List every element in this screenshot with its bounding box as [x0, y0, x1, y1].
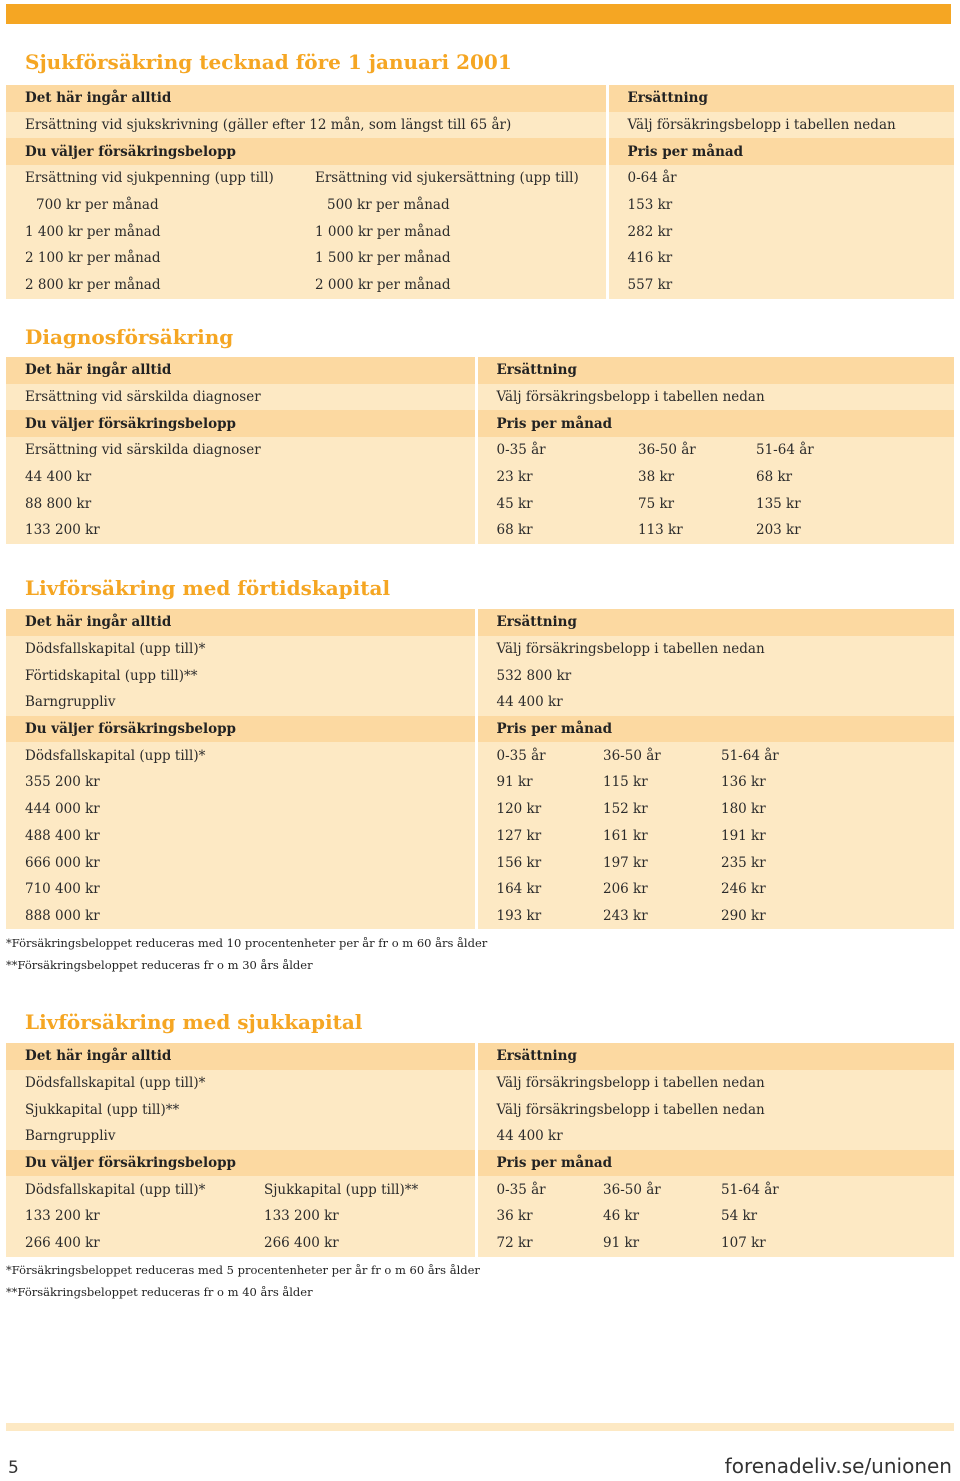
cell: Ersättning: [476, 1043, 954, 1070]
cell: 54 kr: [702, 1203, 954, 1230]
cell: 45 kr: [476, 490, 619, 517]
table-row: [6, 1070, 954, 1097]
cell: 51-64 år: [737, 437, 954, 464]
cell: 38 kr: [619, 464, 737, 491]
cell: Ersättning vid sjukersättning (upp till): [296, 165, 607, 192]
cell: 1 400 kr per månad: [6, 218, 296, 245]
cell: Du väljer försäkringsbelopp: [6, 410, 476, 437]
cell: Ersättning: [607, 85, 954, 112]
section-title-livforsakring-fortidskapital: Livförsäkring med förtidskapital: [25, 576, 391, 600]
cell: 36-50 år: [584, 1176, 702, 1203]
page-number: 5: [8, 1458, 19, 1478]
table-row: [6, 716, 954, 743]
cell: Du väljer försäkringsbelopp: [6, 1150, 476, 1177]
cell: 0-35 år: [476, 437, 619, 464]
cell: 0-35 år: [476, 742, 584, 769]
cell: Välj försäkringsbelopp i tabellen nedan: [476, 1096, 954, 1123]
cell: Välj försäkringsbelopp i tabellen nedan: [476, 1070, 954, 1097]
cell: 243 kr: [584, 903, 702, 930]
table-row: [6, 245, 954, 272]
cell: 36-50 år: [619, 437, 737, 464]
table-row: [6, 609, 954, 636]
cell: 500 kr per månad: [296, 192, 607, 219]
top-accent-bar: [6, 4, 951, 24]
cell: Välj försäkringsbelopp i tabellen nedan: [476, 636, 954, 663]
cell: 51-64 år: [702, 1176, 954, 1203]
cell: Dödsfallskapital (upp till)*: [6, 1070, 476, 1097]
cell: 197 kr: [584, 849, 702, 876]
cell: Dödsfallskapital (upp till)*: [6, 636, 476, 663]
table-row: [6, 1176, 954, 1203]
cell: 75 kr: [619, 490, 737, 517]
table-row: [6, 903, 954, 930]
cell: 120 kr: [476, 796, 584, 823]
cell: Pris per månad: [476, 716, 954, 743]
cell: 107 kr: [702, 1230, 954, 1257]
table-row: [6, 769, 954, 796]
section-title-livforsakring-sjukkapital: Livförsäkring med sjukkapital: [25, 1010, 363, 1034]
cell: Ersättning vid särskilda diagnoser: [6, 437, 476, 464]
table-row: [6, 689, 954, 716]
footnote: *Försäkringsbeloppet reduceras med 5 procentenheter per år fr o m 60 års ålder: [6, 1263, 480, 1277]
table-sjukforsakring: [6, 85, 954, 299]
table-row: [6, 464, 954, 491]
table-row: [6, 517, 954, 544]
cell: 133 200 kr: [245, 1203, 476, 1230]
cell: 180 kr: [702, 796, 954, 823]
cell: Ersättning vid sjukskrivning (gäller efter 12 mån, som längst till 65 år): [6, 112, 607, 139]
cell: 36 kr: [476, 1203, 584, 1230]
cell: Sjukkapital (upp till)**: [6, 1096, 476, 1123]
table-row: [6, 490, 954, 517]
cell: Det här ingår alltid: [6, 1043, 476, 1070]
cell: 710 400 kr: [6, 876, 476, 903]
cell: Välj försäkringsbelopp i tabellen nedan: [476, 384, 954, 411]
cell: 88 800 kr: [6, 490, 476, 517]
cell: 193 kr: [476, 903, 584, 930]
cell: 127 kr: [476, 823, 584, 850]
table-row: [6, 138, 954, 165]
cell: 135 kr: [737, 490, 954, 517]
cell: 115 kr: [584, 769, 702, 796]
cell: 2 100 kr per månad: [6, 245, 296, 272]
cell: Barngruppliv: [6, 689, 476, 716]
cell: Ersättning: [476, 609, 954, 636]
cell: Pris per månad: [476, 410, 954, 437]
cell: Det här ingår alltid: [6, 85, 607, 112]
cell: 532 800 kr: [476, 662, 954, 689]
table-row: [6, 85, 954, 112]
cell: Dödsfallskapital (upp till)*: [6, 742, 476, 769]
table-row: [6, 1230, 954, 1257]
table-diagnosforsakring: [6, 357, 954, 544]
table-row: [6, 165, 954, 192]
cell: 36-50 år: [584, 742, 702, 769]
cell: 2 800 kr per månad: [6, 272, 296, 299]
cell: Pris per månad: [607, 138, 954, 165]
cell: Dödsfallskapital (upp till)*: [6, 1176, 245, 1203]
cell: Du väljer försäkringsbelopp: [6, 716, 476, 743]
cell: Sjukkapital (upp till)**: [245, 1176, 476, 1203]
table-row: [6, 636, 954, 663]
cell: 266 400 kr: [6, 1230, 245, 1257]
cell: 0-35 år: [476, 1176, 584, 1203]
table-row: [6, 1203, 954, 1230]
footnote: **Försäkringsbeloppet reduceras fr o m 40 års ålder: [6, 1284, 313, 1299]
table-row: [6, 437, 954, 464]
cell: 152 kr: [584, 796, 702, 823]
footnote: **Försäkringsbeloppet reduceras fr o m 30 års ålder: [6, 957, 313, 972]
cell: Barngruppliv: [6, 1123, 476, 1150]
cell: 1 500 kr per månad: [296, 245, 607, 272]
table-row: [6, 1123, 954, 1150]
table-row: [6, 876, 954, 903]
cell: 44 400 kr: [476, 689, 954, 716]
cell: 44 400 kr: [476, 1123, 954, 1150]
cell: Du väljer försäkringsbelopp: [6, 138, 607, 165]
cell: 1 000 kr per månad: [296, 218, 607, 245]
cell: 191 kr: [702, 823, 954, 850]
cell: 416 kr: [607, 245, 954, 272]
table-row: [6, 1096, 954, 1123]
cell: Det här ingår alltid: [6, 357, 476, 384]
cell: Ersättning vid sjukpenning (upp till): [6, 165, 296, 192]
table-row: [6, 849, 954, 876]
cell: 888 000 kr: [6, 903, 476, 930]
cell: 136 kr: [702, 769, 954, 796]
table-row: [6, 662, 954, 689]
table-row: [6, 384, 954, 411]
footnote: *Försäkringsbeloppet reduceras med 10 procentenheter per år fr o m 60 års ålder: [6, 936, 488, 950]
cell: 0-64 år: [607, 165, 954, 192]
cell: 2 000 kr per månad: [296, 272, 607, 299]
cell: 91 kr: [476, 769, 584, 796]
table-row: [6, 796, 954, 823]
cell: 557 kr: [607, 272, 954, 299]
footnotes-sjukkapital: [6, 1260, 480, 1303]
cell: 91 kr: [584, 1230, 702, 1257]
cell: 666 000 kr: [6, 849, 476, 876]
cell: 46 kr: [584, 1203, 702, 1230]
table-livforsakring-sjukkapital: [6, 1043, 954, 1257]
cell: 51-64 år: [702, 742, 954, 769]
bottom-divider: [6, 1423, 954, 1431]
cell: 355 200 kr: [6, 769, 476, 796]
cell: 290 kr: [702, 903, 954, 930]
table-row: [6, 192, 954, 219]
cell: 156 kr: [476, 849, 584, 876]
cell: Ersättning: [476, 357, 954, 384]
cell: 68 kr: [476, 517, 619, 544]
website-url: forenadeliv.se/unionen: [724, 1454, 952, 1478]
table-livforsakring-fortidskapital: [6, 609, 954, 929]
footnotes-fortidskapital: [6, 933, 487, 976]
cell: 444 000 kr: [6, 796, 476, 823]
cell: 700 kr per månad: [6, 192, 296, 219]
table-row: [6, 1043, 954, 1070]
cell: 113 kr: [619, 517, 737, 544]
table-row: [6, 1150, 954, 1177]
cell: Pris per månad: [476, 1150, 954, 1177]
section-title-diagnosforsakring: Diagnosförsäkring: [25, 325, 234, 349]
cell: 266 400 kr: [245, 1230, 476, 1257]
cell: 44 400 kr: [6, 464, 476, 491]
cell: 246 kr: [702, 876, 954, 903]
cell: 133 200 kr: [6, 517, 476, 544]
cell: 282 kr: [607, 218, 954, 245]
cell: 488 400 kr: [6, 823, 476, 850]
table-row: [6, 823, 954, 850]
cell: 164 kr: [476, 876, 584, 903]
cell: 206 kr: [584, 876, 702, 903]
cell: 203 kr: [737, 517, 954, 544]
cell: 153 kr: [607, 192, 954, 219]
table-row: [6, 742, 954, 769]
cell: Ersättning vid särskilda diagnoser: [6, 384, 476, 411]
cell: 133 200 kr: [6, 1203, 245, 1230]
cell: 72 kr: [476, 1230, 584, 1257]
cell: 68 kr: [737, 464, 954, 491]
table-row: [6, 112, 954, 139]
table-row: [6, 272, 954, 299]
cell: 161 kr: [584, 823, 702, 850]
cell: Välj försäkringsbelopp i tabellen nedan: [607, 112, 954, 139]
table-row: [6, 357, 954, 384]
cell: 235 kr: [702, 849, 954, 876]
cell: Förtidskapital (upp till)**: [6, 662, 476, 689]
cell: Det här ingår alltid: [6, 609, 476, 636]
section-title-sjukforsakring: Sjukförsäkring tecknad före 1 januari 2001: [25, 50, 512, 74]
table-row: [6, 410, 954, 437]
cell: 23 kr: [476, 464, 619, 491]
table-row: [6, 218, 954, 245]
